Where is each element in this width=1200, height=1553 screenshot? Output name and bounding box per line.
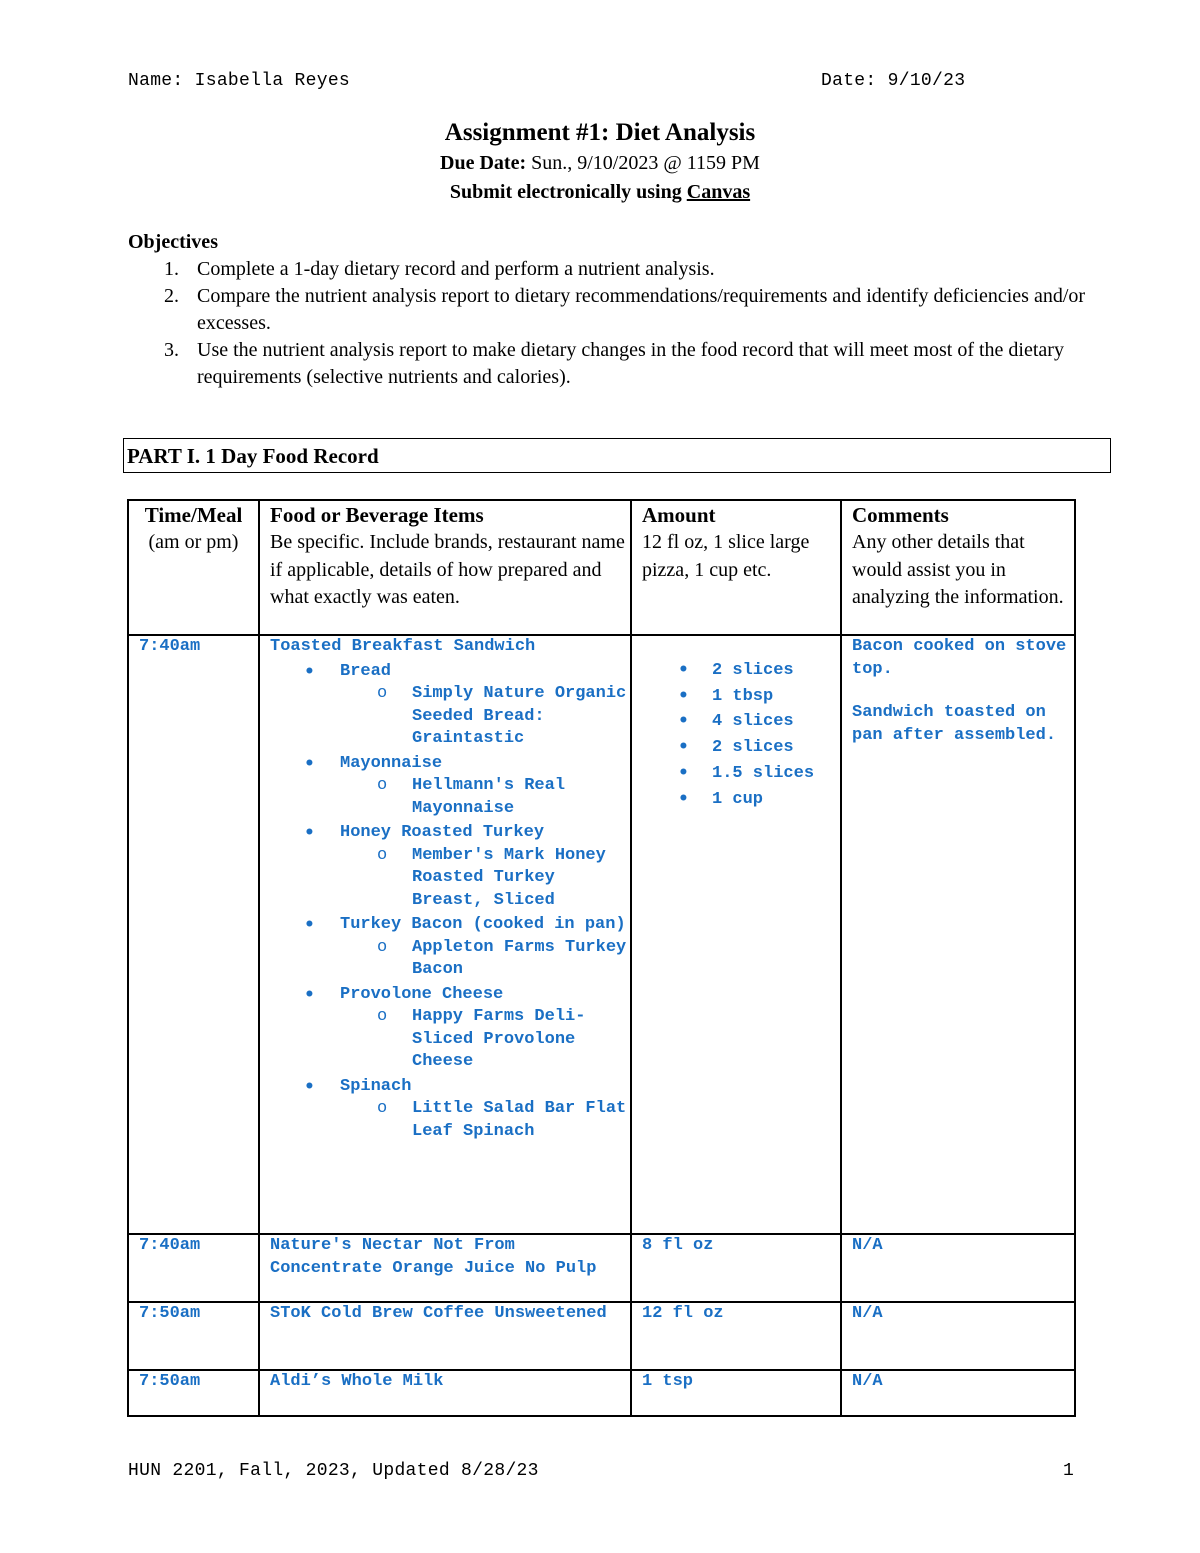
header-time-cell [128,500,259,635]
item-name: Mayonnaise [340,753,443,773]
comment-cell: N/A [841,1234,1075,1302]
objective-item [128,337,1088,391]
canvas-link[interactable]: Canvas [686,181,751,203]
sub-item: o Simply Nature Organic Seeded Bread: Graintastic [340,683,630,751]
food-cell: SToK Cold Brew Coffee Unsweetened [259,1302,631,1370]
header-comments-cell [841,500,1075,635]
amount-item: • 2 slices [642,658,840,684]
objective-item [128,256,1088,283]
sub-item: o Happy Farms Deli-Sliced Provolone Cheese [340,1006,630,1074]
food-cell [259,635,631,1234]
item-name: Turkey Bacon (cooked in pan) [340,915,626,934]
due-label: Due Date: [440,152,527,174]
page-title: Assignment #1: Diet Analysis [444,119,756,146]
amount-item: • 2 slices [642,735,840,761]
comment-text: Sandwich toasted on pan after assembled. [852,703,1057,745]
item-name: Honey Roasted Turkey [340,823,545,842]
table-row [128,1302,1075,1370]
food-record-table [127,499,1076,1417]
title-block [0,117,1200,207]
amount-cell [631,635,841,1234]
objective-number: 3. [164,339,179,361]
header-subtitle: 12 fl oz, 1 slice large pizza, 1 cup etc. [642,531,810,581]
time-cell: 7:50am [128,1370,259,1416]
table-row [128,1370,1075,1416]
sub-item: o Appleton Farms Turkey Bacon [340,937,630,982]
time-cell: 7:50am [128,1302,259,1370]
sub-item: o Member's Mark Honey Roasted Turkey Breast, Sliced [340,845,630,913]
comment-text: Bacon cooked on stove top. [852,637,1067,679]
amount-item: • 4 slices [642,709,840,735]
list-item [270,1076,630,1144]
item-name: Spinach [340,1076,412,1096]
amount-item: • 1 cup [642,787,840,813]
objective-number: 2. [164,285,179,307]
food-cell: Nature's Nectar Not From Concentrate Orange Juice No Pulp [259,1234,631,1302]
table-header-row [128,500,1075,635]
header-amount-cell [631,500,841,635]
time-cell: 7:40am [128,1234,259,1302]
item-name: Provolone Cheese [340,984,504,1004]
objective-text: Complete a 1-day dietary record and perform a nutrient analysis. [197,258,715,280]
objective-text: Use the nutrient analysis report to make dietary changes in the food record that will meet most of the dietary requirements (selective nutrients and calories). [197,339,1064,388]
header-title: Amount [642,503,716,527]
student-name: Name: Isabella Reyes [128,71,351,91]
sub-item: o Hellmann's Real Mayonnaise [340,775,630,820]
submission-date: Date: 9/10/23 [821,71,966,91]
amount-cell: 1 tsp [631,1370,841,1416]
list-item [270,753,630,821]
food-cell: Aldi’s Whole Milk [259,1370,631,1416]
header-subtitle: (am or pm) [148,531,239,553]
objectives-section [128,229,1088,391]
time-cell: 7:40am [128,635,259,1234]
header-food-cell [259,500,631,635]
due-date [0,149,1200,177]
part1-heading-box [123,438,1111,473]
part1-title: PART I. 1 Day Food Record [127,444,379,468]
page-number: 1 [1063,1461,1075,1481]
list-item [270,822,630,912]
objective-text: Compare the nutrient analysis report to dietary recommendations/requirements and identify deficiencies and/or excesses. [197,285,1086,334]
sub-item: o Little Salad Bar Flat Leaf Spinach [340,1098,630,1143]
submit-note [0,177,1200,207]
list-item [270,661,630,751]
table-row [128,1234,1075,1302]
amount-cell: 12 fl oz [631,1302,841,1370]
objective-item [128,283,1088,337]
objectives-heading: Objectives [128,231,218,253]
header-subtitle: Be specific. Include brands, restaurant name if applicable, details of how prepared and what exactly was eaten. [270,531,625,608]
objective-number: 1. [164,258,179,280]
header-title: Comments [852,503,949,527]
amount-item: • 1 tbsp [642,684,840,710]
table-row [128,635,1075,1234]
comment-cell: N/A [841,1370,1075,1416]
footer-course-info: HUN 2201, Fall, 2023, Updated 8/28/23 [128,1461,539,1481]
header-title: Food or Beverage Items [270,503,484,527]
amount-cell: 8 fl oz [631,1234,841,1302]
comment-cell [841,635,1075,1234]
list-item [270,914,630,982]
amount-item: • 1.5 slices [642,761,840,787]
due-value: Sun., 9/10/2023 @ 1159 PM [531,152,760,174]
comment-cell: N/A [841,1302,1075,1370]
list-item [270,984,630,1074]
item-name: Bread [340,661,392,681]
meal-name: Toasted Breakfast Sandwich [270,637,536,656]
header-title: Time/Meal [144,503,243,527]
submit-text: Submit electronically using [449,181,682,203]
header-subtitle: Any other details that would assist you in analyzing the information. [852,531,1064,608]
